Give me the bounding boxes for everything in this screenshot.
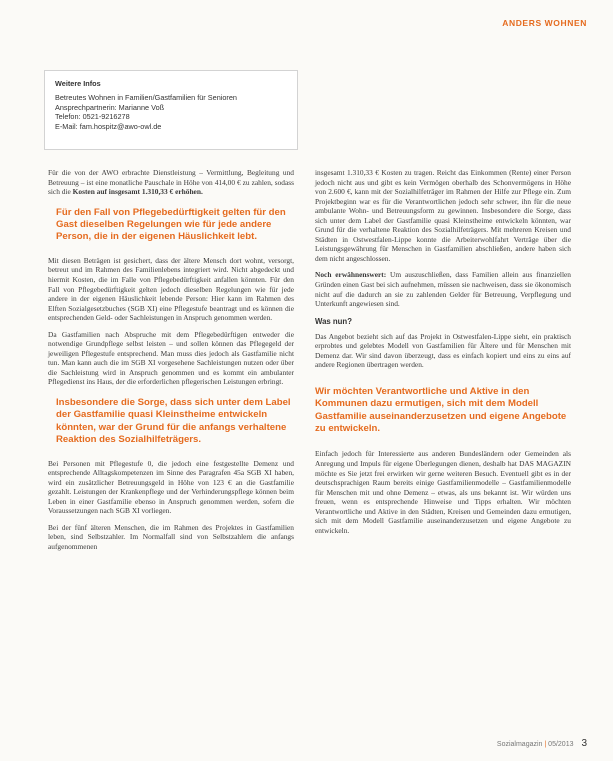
- paragraph-bold: Kosten auf insgesamt 1.310,33 € erhöhen.: [72, 187, 203, 197]
- paragraph-text: Für die von der AWO erbrachte Dienstleistung – Vermittlung, Begleitung und Betreuung – ist eine monatliche Pauschale in Höhe von 414,00 € zu zahlen, sodass sich die: [48, 168, 294, 197]
- info-box-title: Weitere Infos: [55, 79, 101, 88]
- pull-quote: Für den Fall von Pflegebedürftigkeit gelten für den Gast dieselben Regelungen wie für jede andere Person, die in der eigenen Häuslichkeit lebt.: [56, 206, 286, 243]
- page-footer: [497, 738, 587, 749]
- issue-number: 05/2013: [548, 741, 574, 748]
- section-label: ANDERS WOHNEN: [502, 18, 587, 28]
- info-box: [44, 70, 298, 150]
- paragraph: Bei Personen mit Pflegestufe 0, die jedoch eine festgestellte Demenz und entsprechende Alltagskompetenzen im Sinne des Paragrafen 45a SGB XI haben, wird ein zusätzlicher Betreuungsgeld in Höhe von 123 € an die Gastfamilie gezahlt. Leistungen der Krankenpflege und der Verhinderungspflege können beim Leben in einer Gastfamilie ebenso in Anspruch genommen werden, sofern die Voraussetzungen nach SGB XI vorliegen.: [48, 458, 294, 516]
- paragraph: Einfach jedoch für Interessierte aus anderen Bundesländern oder Gemeinden als Anregung und Impuls für eigene Überlegungen dienen, deshalb hat DAS MAGAZIN möchte es Sie jetzt frei erwirken wir gerne weiteren Besuch. Eventuell gibt es in der deutschsprachigen Raum bereits einige Gastfamilienmodelle – Gastfamilienmodelle für Menschen mit und ohne Demenz – etwas, als uns bekannt ist. Wir würden uns freuen, wenn es entsprechende Hinweise und Tipps erhalten. Wir möchten Verantwortliche und Aktive in den Städten, Kreisen und Gemeinden dazu ermutigen, sich mit dem Modell Gastfamilie auseinanderzusetzen und eigene Angebote zu entwickeln.: [315, 449, 571, 535]
- left-column: [48, 168, 294, 559]
- pull-quote: Wir möchten Verantwortliche und Aktive in den Kommunen dazu ermutigen, sich mit dem Modell Gastfamilie auseinanderzusetzen und eigene Angebote zu entwickeln.: [315, 385, 567, 435]
- paragraph-text: Um auszuschließen, dass Familien allein aus finanziellen Gründen einen Gast bei sich aufnehmen, müssen sie nachweisen, dass sie ökonomisch nicht auf die dadurch an sie zu zahlenden Gelder für Betreuung, Verpflegung und Unterkunft angewiesen sind.: [315, 270, 571, 309]
- info-line: Telefon: 0521-9216278: [55, 112, 130, 122]
- magazine-name: Sozialmagazin: [496, 741, 543, 748]
- paragraph: Bei der fünf älteren Menschen, die im Rahmen des Projektes in Gastfamilien leben, sind Selbstzahler. Im Normalfall sind von Selbstzahlern die anfangs aufgenommenen: [48, 522, 294, 551]
- footer-sep: |: [544, 741, 547, 748]
- paragraph: [315, 270, 571, 308]
- paragraph: Da Gastfamilien nach Abspruche mit dem Pflegebedürftigen entweder die notwendige Grundpflege selbst leisten – und sollen können das Pflegegeld der jeweiligen Pflegestufe entsprechend. Man muss dies jedoch als Gastfamilie nicht tun. Man kann auch die im SGB XI vorgesehene Sachleistungen nutzen oder über die Sachleistung wird in Anspruch genommen und es kommt ein ambulanter Pflegedienst ins Haus, der die erforderlichen pflegerischen Leistungen erbringt.: [48, 329, 294, 387]
- paragraph: insgesamt 1.310,33 € Kosten zu tragen. Reicht das Einkommen (Rente) einer Person jedoch nicht aus und gibt es kein Vermögen oberhalb des Schonvermögens in Höhe von 2.600 €, kann mit der Sozialhilfeträger im Rahmen der Hilfe zur Pflege ein. Zum Projektbeginn war es für die Verantwortlichen jedoch sehr schwer, ihn für die neue ambulante Wohn- und Betreuungsform zu gewinnen. Insbesondere die Sorge, dass sich unter dem Label der Gastfamilie quasi Kleinstheime entwickeln könnten, war Grund für die verhaltene Reaktion des Sozialhilfeträgers. Mit mehreren Kreisen und Städten in Ostwestfalen-Lippe konnte die Arbeiterwohlfahrt Verträge über die Leistungsgewährung für Menschen in Gastfamilien abschließen, andere haben sich dem nicht angeschlossen.: [315, 168, 571, 263]
- paragraph-bold: Noch erwähnenswert:: [315, 270, 391, 280]
- paragraph: Mit diesen Beträgen ist gesichert, dass der ältere Mensch dort wohnt, versorgt, betreut und im Rahmen des Familienlebens integriert wird. Nicht abgedeckt und hiermit Kosten, die im Falle von Pflegebedürftigkeit anfallen könnten. Für den Fall von Pflegebedürftigkeit gelten jedoch dieselben Regelungen wie für jede andere in der eigenen Häuslichkeit lebende Person: Hier kann im Rahmen des Elften Sozialgesetzbuches (SGB XI) eine Pflegestufe beantragt und es können die entsprechenden Geld- oder Sachleistungen in Anspruch genommen werden.: [48, 255, 294, 323]
- info-line: Ansprechpartnerin: Marianne Voß: [55, 102, 165, 112]
- subheading: Was nun?: [315, 316, 352, 326]
- info-email: E-Mail: fam.hospitz@awo-owl.de: [55, 121, 162, 131]
- right-column: [315, 168, 571, 542]
- pull-quote: Insbesondere die Sorge, dass sich unter dem Label der Gastfamilie quasi Kleinstheime entwickeln könnten, war der Grund für die anfangs verhaltene Reaktion des Sozialhilfeträgers.: [56, 396, 291, 446]
- paragraph: Das Angebot bezieht sich auf das Projekt in Ostwestfalen-Lippe sieht, ein praktisch erprobtes und gelebtes Modell von Gastfamilien für Ältere und für Menschen mit Demenz dar. Wir sind davon überzeugt, dass es einfach kopiert und eins zu eins auf andere Regionen übertragen werden.: [315, 331, 571, 370]
- paragraph: [48, 168, 294, 197]
- info-line: Betreutes Wohnen in Familien/Gastfamilien für Senioren: [55, 93, 237, 103]
- page-number: 3: [581, 738, 587, 749]
